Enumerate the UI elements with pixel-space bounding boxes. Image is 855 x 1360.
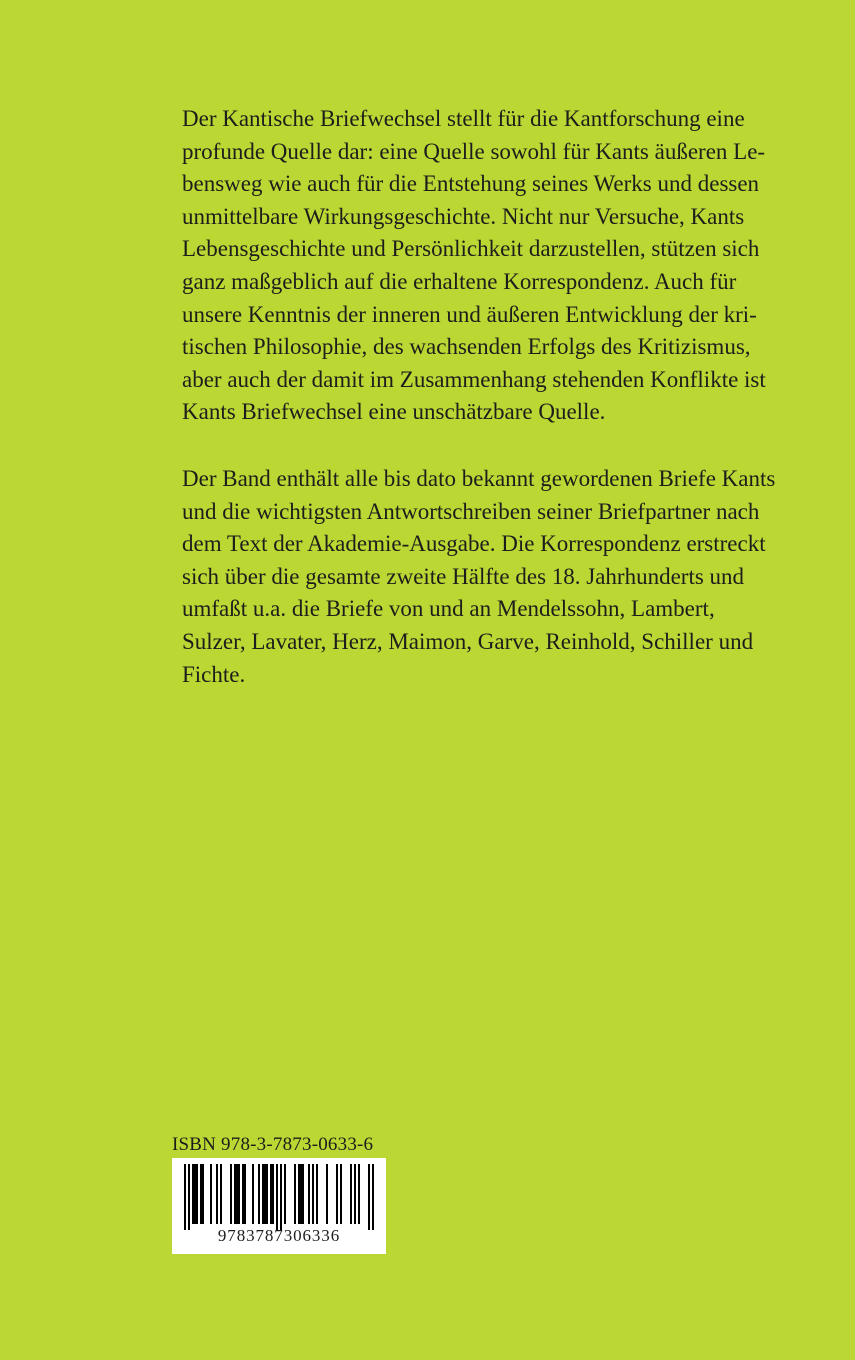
paragraph-line: Der Band enthält alle bis dato bekannt gewordenen Briefe Kants [182, 466, 776, 491]
paragraph-line: dem Text der Akademie-Ausgabe. Die Korrespondenz erstreckt [182, 531, 766, 557]
barcode-bar [284, 1164, 286, 1224]
barcode-bar [258, 1164, 260, 1224]
barcode-bar [298, 1164, 304, 1224]
barcode-bar [252, 1164, 254, 1224]
barcode-bar [276, 1164, 278, 1230]
paragraph-line: ganz maßgeblich auf die erhaltene Korrespondenz. Auch für [182, 268, 737, 294]
barcode-bar [184, 1164, 186, 1230]
barcode-bar [210, 1164, 212, 1224]
paragraph-line: tischen Philosophie, des wachsenden Erfolgs des Kritizismus, [182, 334, 751, 360]
paragraph-line: Kants Briefwechsel eine unschätzbare Quelle. [182, 399, 606, 425]
barcode-bar [312, 1164, 314, 1224]
barcode-bar [188, 1164, 190, 1230]
paragraph-line: Der Kantische Briefwechsel stellt für die Kantforschung eine [182, 106, 745, 131]
paragraph-line: Sulzer, Lavater, Herz, Maimon, Garve, Reinhold, Schiller und [182, 628, 754, 654]
barcode-bar [326, 1164, 328, 1224]
barcode-bar [216, 1164, 218, 1224]
description-paragraph-1 [182, 103, 782, 429]
barcode-bar [220, 1164, 222, 1224]
barcode-bar [230, 1164, 232, 1224]
barcode-bar [340, 1164, 342, 1224]
barcode-bar [242, 1164, 246, 1224]
barcode-bar [192, 1164, 198, 1224]
barcode-bar [316, 1164, 318, 1224]
barcode-bar [350, 1164, 352, 1224]
barcode-bar [294, 1164, 296, 1224]
paragraph-line: sich über die gesamte zweite Hälfte des 18. Jahrhunderts und [182, 563, 745, 589]
isbn-label: ISBN 978-3-7873-0633-6 [172, 1134, 374, 1155]
paragraph-line: und die wichtigsten Antwortschreiben seiner Briefpartner nach [182, 498, 760, 524]
barcode-bar [270, 1164, 274, 1224]
description-paragraph-2 [182, 463, 782, 691]
paragraph-line: profunde Quelle dar: eine Quelle sowohl für Kants äußeren Le- [182, 138, 766, 164]
paragraph-line: bensweg wie auch für die Entstehung seines Werks und dessen [182, 171, 760, 197]
paragraph-line: aber auch der damit im Zusammenhang stehenden Konflikte ist [182, 366, 766, 392]
barcode-bar [354, 1164, 356, 1224]
barcode-digits: 9783787306336 [217, 1226, 341, 1245]
barcode-bar [358, 1164, 360, 1224]
barcode-bar [308, 1164, 310, 1224]
barcode-bar [336, 1164, 338, 1224]
barcode-bar [200, 1164, 204, 1224]
barcode-bar [372, 1164, 374, 1230]
barcode [172, 1158, 386, 1254]
paragraph-line: umfaßt u.a. die Briefe von und an Mendelssohn, Lambert, [182, 596, 715, 622]
barcode-bar [234, 1164, 240, 1224]
barcode-bar [368, 1164, 370, 1230]
paragraph-line: unmittelbare Wirkungsgeschichte. Nicht nur Versuche, Kants [182, 203, 745, 229]
paragraph-line: Lebensgeschichte und Persönlichkeit darzustellen, stützen sich [182, 236, 760, 262]
paragraph-line: unsere Kenntnis der inneren und äußeren Entwicklung der kri- [182, 301, 757, 327]
paragraph-line: Fichte. [182, 661, 246, 687]
barcode-bar [280, 1164, 282, 1230]
barcode-bar [262, 1164, 268, 1224]
